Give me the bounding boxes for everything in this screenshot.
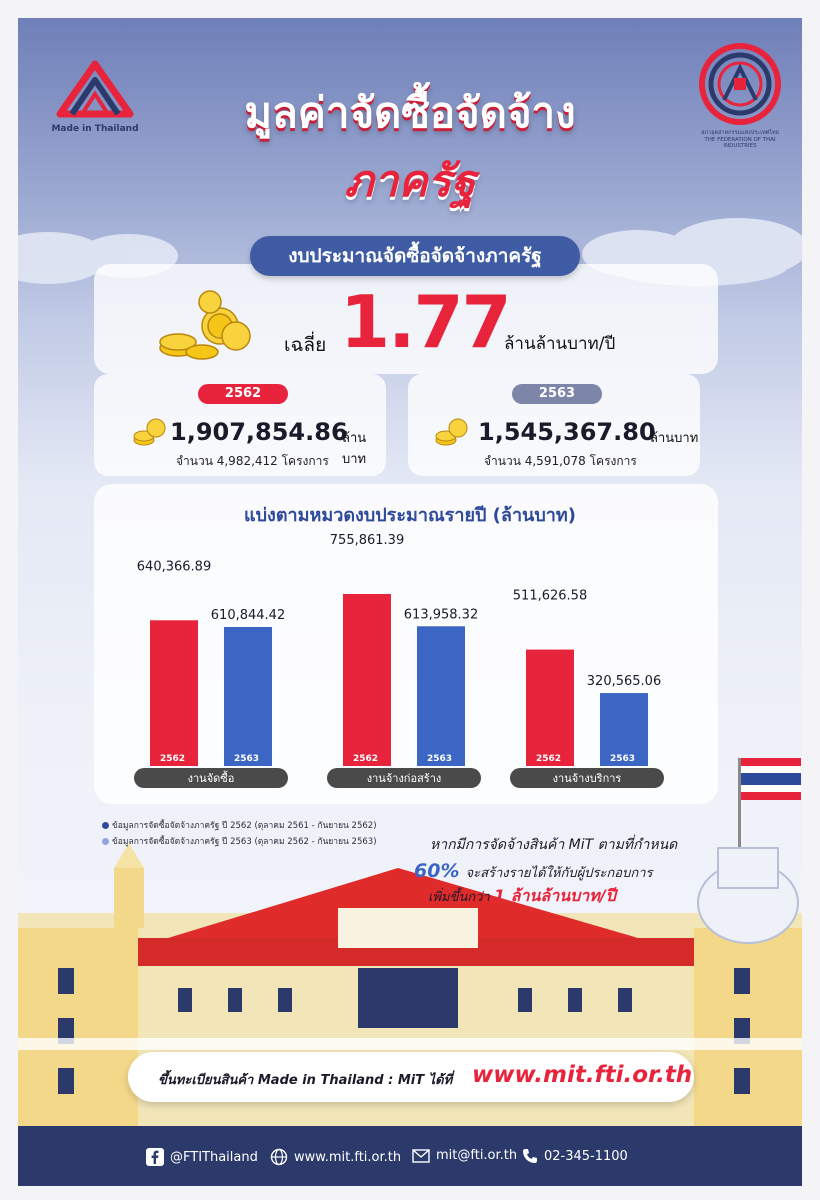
category-bar-chart [18,18,802,818]
contact-footer [18,1126,802,1186]
data-label: 511,626.58 [512,588,588,604]
logo-left-caption: Made in Thailand [51,124,139,134]
footer-email[interactable] [412,1148,517,1163]
infographic-poster [18,18,802,1186]
category-label: งานจ้างก่อสร้าง [366,772,442,785]
legend-label-2563: ข้อมูลการจัดซื้อจัดจ้างภาครัฐ ปี 2563 (ตุลาคม 2562 - กันยายน 2563) [112,837,377,848]
logo-right-caption-en: THE FEDERATION OF THAI INDUSTRIES [704,136,776,150]
footer-website[interactable] [270,1148,401,1166]
data-label: 640,366.89 [136,559,212,575]
bar-2562-2 [526,650,574,766]
data-label: 613,958.32 [403,607,479,623]
footer-phone[interactable] [522,1148,628,1164]
footer-facebook-label: @FTIThailand [170,1149,258,1165]
footer-facebook[interactable] [146,1148,258,1166]
chart-legend [102,818,377,850]
globe-icon [270,1148,288,1166]
register-banner [128,1052,694,1102]
legend-dot-2563 [102,838,109,845]
category-label: งานจ้างบริการ [552,772,622,785]
category-label: งานจัดซื้อ [187,772,235,785]
bar-year-label: 2563 [610,754,636,764]
average-label: เฉลี่ย [284,334,327,356]
bar-year-label: 2562 [353,754,379,764]
bar-2562-1 [343,594,391,766]
bar-year-label: 2563 [427,754,453,764]
data-label: 610,844.42 [210,607,286,623]
footer-website-label: www.mit.fti.or.th [294,1149,402,1165]
year-amount: 1,545,367.80 [478,418,656,446]
mit-note-line3 [428,884,616,909]
mit-note-line3-value: 1 ล้านล้านบาท/ปี [493,886,616,905]
year-project-count: จำนวน 4,982,412 โครงการ [176,454,329,468]
footer-phone-label: 02-345-1100 [544,1148,628,1164]
logo-right-caption-th: สภาอุตสาหกรรมแห่งประเทศไทย [701,130,779,136]
mit-note-line2 [414,860,653,883]
data-label: 320,565.06 [586,674,662,690]
bar-year-label: 2562 [536,754,562,764]
legend-dot-2562 [102,822,109,829]
year-amount-unit: ล้านบาท [650,431,699,446]
year-pill: 2563 [512,384,602,404]
chart-title: แบ่งตามหมวดงบประมาณรายปี (ล้านบาท) [244,505,576,526]
budget-heading: งบประมาณจัดซื้อจัดจ้างภาครัฐ [250,236,580,276]
mit-note-line3-prefix: เพิ่มขึ้นกว่า [428,890,490,905]
register-label: ขึ้นทะเบียนสินค้า Made in Thailand : MiT ได้ที่ [158,1073,453,1088]
year-amount-unit: ล้านบาท [342,431,367,467]
legend-item-2562 [102,818,377,834]
facebook-icon [146,1148,164,1166]
page-title: มูลค่าจัดซื้อจัดจ้าง [244,88,576,137]
bar-year-label: 2563 [234,754,260,764]
legend-label-2562: ข้อมูลการจัดซื้อจัดจ้างภาครัฐ ปี 2562 (ตุลาคม 2561 - กันยายน 2562) [112,821,377,831]
bar-2563-0 [224,627,272,766]
year-amount: 1,907,854.86 [170,418,348,446]
legend-item-2563 [102,834,377,850]
bar-2562-0 [150,620,198,766]
mit-note-line1: หากมีการจัดจ้างสินค้า MiT ตามที่กำหนด [430,837,678,853]
phone-icon [522,1148,538,1164]
bar-2563-1 [417,626,465,766]
average-value: 1.77 [340,280,510,364]
mit-note-line2-text: จะสร้างรายได้ให้กับผู้ประกอบการ [465,866,653,881]
footer-email-label: mit@fti.or.th [436,1148,518,1163]
data-label: 755,861.39 [329,533,405,548]
page-subtitle: ภาครัฐ [344,156,476,207]
mail-icon [412,1149,430,1163]
year-project-count: จำนวน 4,591,078 โครงการ [484,454,637,468]
year-pill: 2562 [198,384,288,404]
register-link[interactable]: www.mit.fti.or.th [472,1062,693,1088]
bar-year-label: 2562 [160,754,186,764]
mit-note-percent: 60% [414,860,460,882]
average-unit: ล้านล้านบาท/ปี [504,334,616,354]
